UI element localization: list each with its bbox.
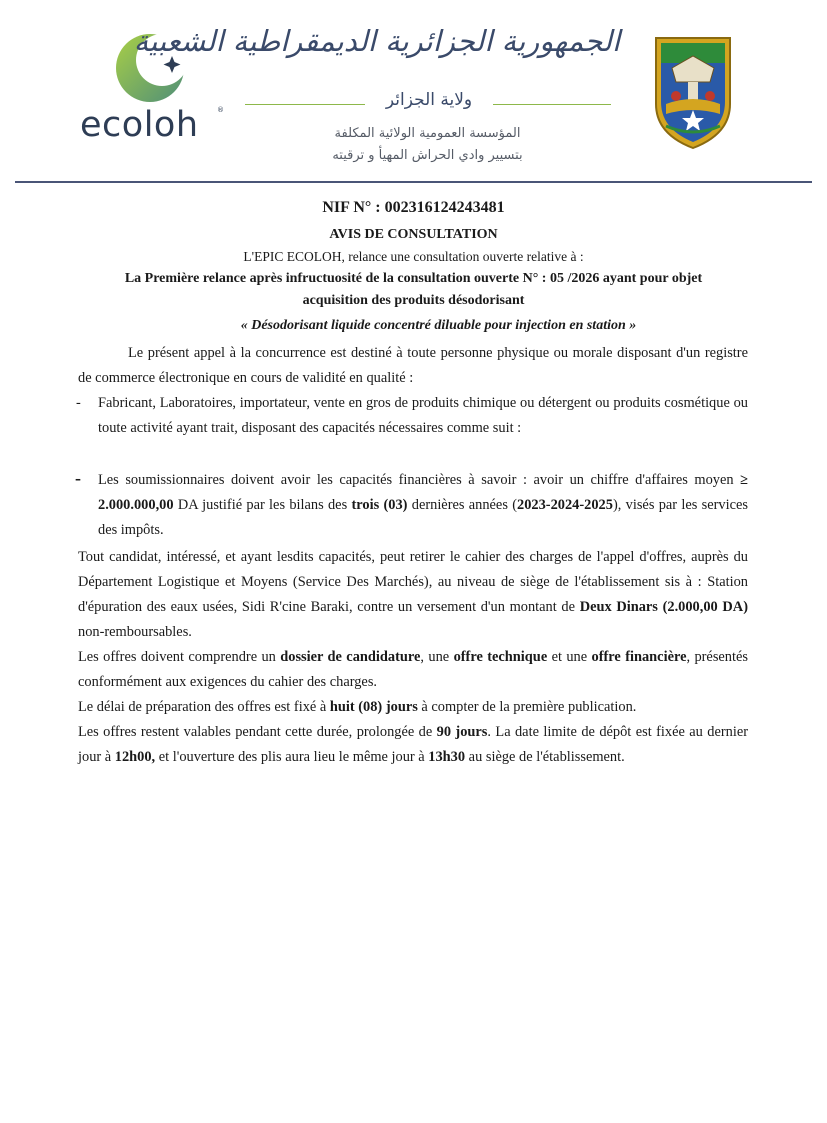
wilaya-crest-icon bbox=[652, 34, 734, 152]
deadline-paragraph: Le délai de préparation des offres est fixé à huit (08) jours à compter de la première publication. bbox=[78, 699, 637, 715]
withdrawal-paragraph: Tout candidat, intéressé, et ayant lesdits capacités, peut retirer le cahier des charges de l'appel d'offres, auprès du Département Logistique et Moyens (Service Des Marchés), au niveau de siège de l'établissement sis à : Station d'épuration des eaux usées, Sidi R'cine Baraki, contre un versement d'un montant de Deux Dinars (2.000,00 DA) non-remboursables. bbox=[78, 549, 748, 640]
object-line-2: acquisition des produits désodorisant bbox=[302, 293, 525, 308]
bullet-dash: - bbox=[76, 395, 81, 411]
notice-title: AVIS DE CONSULTATION bbox=[329, 227, 498, 242]
product-title: « Désodorisant liquide concentré diluable pour injection en station » bbox=[240, 318, 637, 333]
wilaya-title: ولاية الجزائر bbox=[385, 90, 473, 110]
institution-line-1: المؤسسة العمومية الولائية المكلفة bbox=[334, 126, 521, 141]
nif-number: NIF N° : 002316124243481 bbox=[322, 199, 505, 216]
registered-mark: ® bbox=[217, 106, 224, 114]
offers-paragraph: Les offres doivent comprendre un dossier de candidature, une offre technique et une offre financière, présentés conformément aux exigences du cahier des charges. bbox=[78, 649, 748, 690]
bullet-dash: - bbox=[75, 468, 81, 488]
divider-left bbox=[245, 104, 365, 105]
relance-line: L'EPIC ECOLOH, relance une consultation ouverte relative à : bbox=[243, 249, 584, 264]
intro-paragraph: Le présent appel à la concurrence est destiné à toute personne physique ou morale disposant d'un registre de commerce électronique en cours de validité en qualité : bbox=[78, 345, 748, 386]
bullet-financial: Les soumissionnaires doivent avoir les capacités financières à savoir : avoir un chiffre d'affaires moyen ≥ 2.000.000,00 DA justifié par les bilans des trois (03) dernières années (2023-2024-2025), visés par les services des impôts. bbox=[98, 472, 748, 538]
object-line-1: La Première relance après infructuosité de la consultation ouverte N° : 05 /2026 ayant pour objet bbox=[124, 271, 703, 286]
divider-right bbox=[493, 104, 611, 105]
letterhead bbox=[0, 0, 827, 185]
republic-title: الجمهورية الجزائرية الديمقراطية الشعبية bbox=[133, 24, 620, 58]
validity-paragraph: Les offres restent valables pendant cette durée, prolongée de 90 jours. La date limite de dépôt est fixée au dernier jour à 12h00, et l'ouverture des plis aura lieu le même jour à 13h30 au siège de l'établissement. bbox=[78, 724, 749, 765]
institution-line-2: بتسيير وادي الحراش المهيأ و ترقيته bbox=[332, 148, 523, 163]
bullet-eligibility: Fabricant, Laboratoires, importateur, vente en gros de produits chimique ou détergent ou produits cosmétique ou toute activité ayant trait, disposant des capacités nécessaires comme suit : bbox=[98, 395, 748, 436]
header-divider bbox=[15, 181, 812, 183]
brand-wordmark: ecoloh bbox=[80, 105, 199, 145]
